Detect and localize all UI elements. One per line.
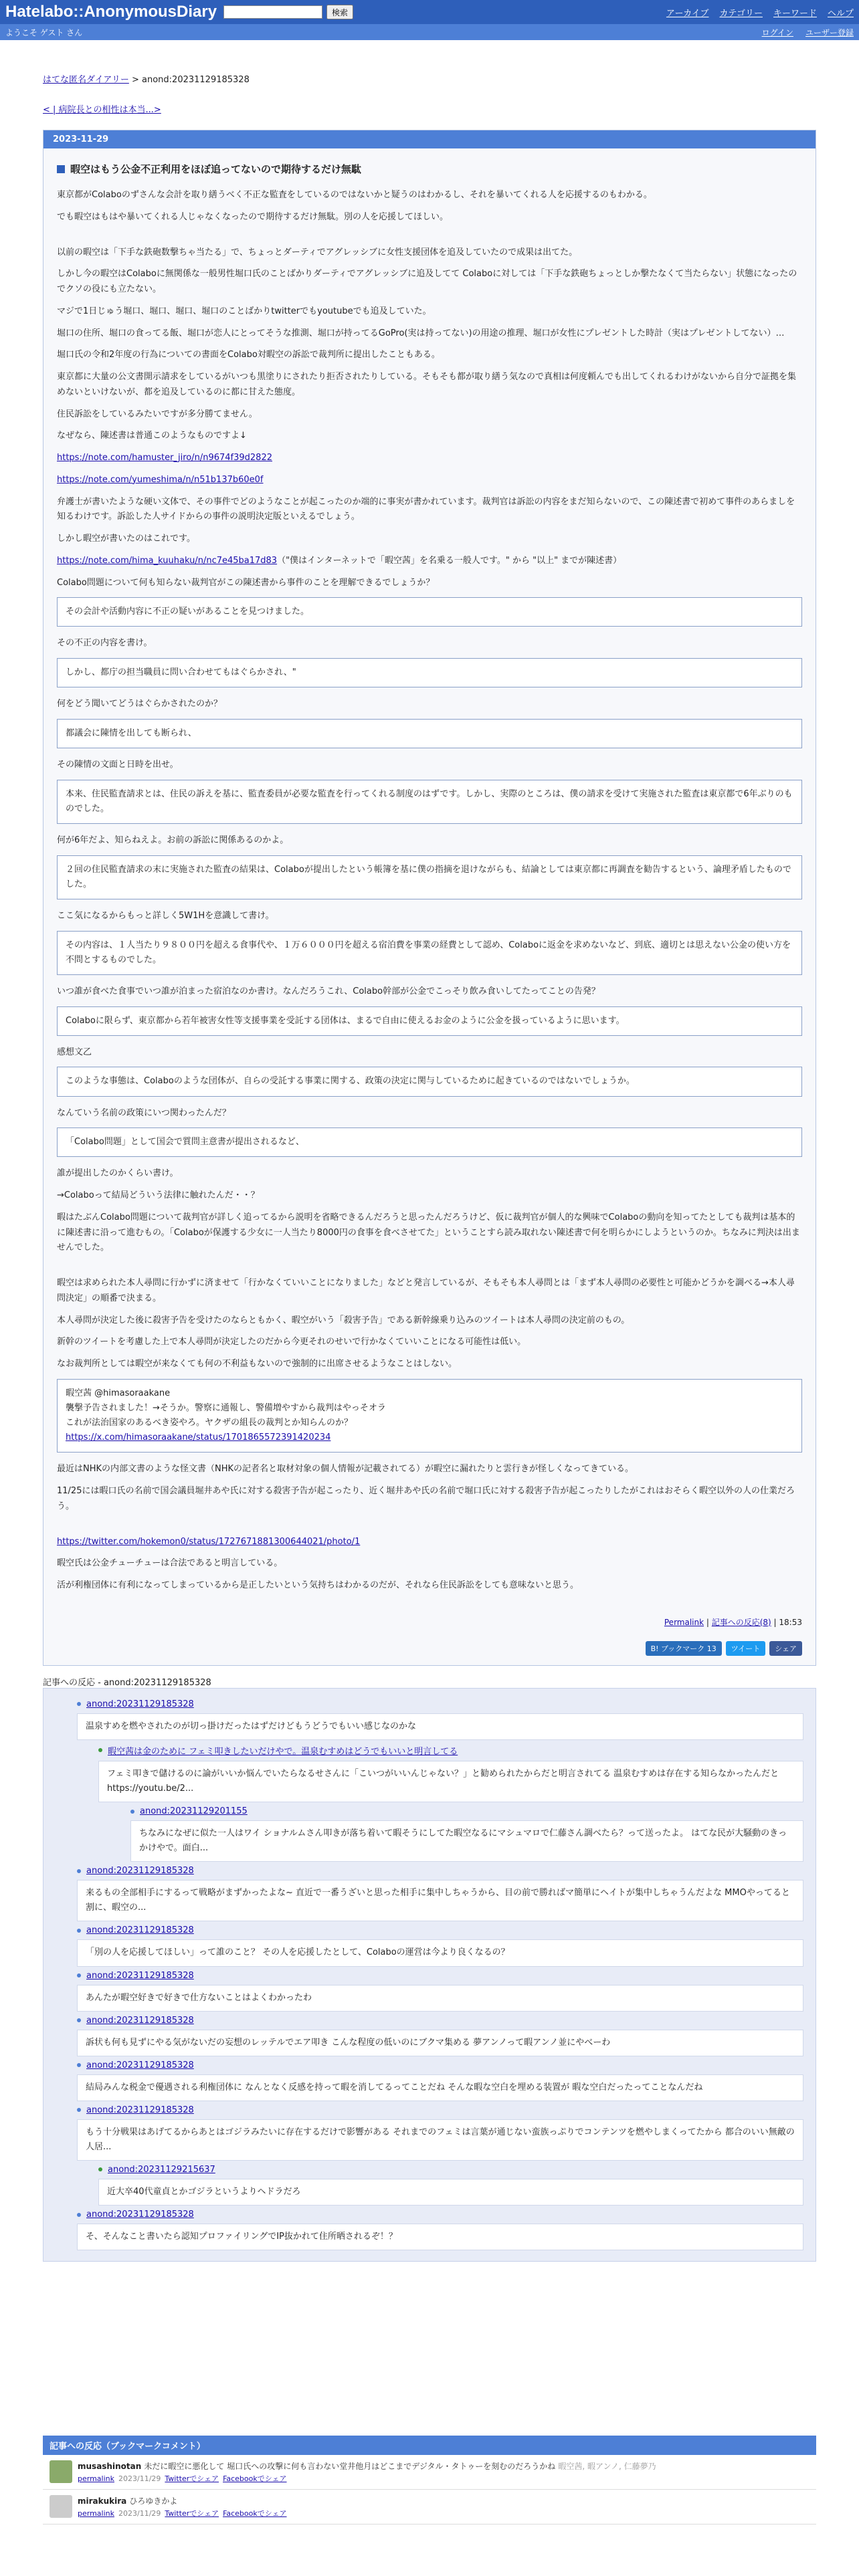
register-link[interactable]: ユーザー登録 [805, 27, 854, 37]
reaction-item [98, 1744, 803, 1802]
nav-keyword[interactable]: キーワード [773, 8, 817, 19]
reaction-link[interactable]: anond:20231129185328 [86, 2060, 194, 2070]
paragraph: 以前の暇空は「下手な鉄砲数撃ちゃ当たる」で、ちょっとダーティでアグレッシブに女性支援団体を追及していたので成果は出てた。 [57, 247, 578, 257]
paragraph: ここ気になるからもっと詳しく5W1Hを意識して書け。 [57, 910, 274, 921]
note-link-1[interactable]: https://note.com/hamuster_jiro/n/n9674f39d2822 [57, 453, 272, 463]
bookmark-tags: 暇空茜, 暇アンノ, 仁藤夢乃 [558, 2462, 656, 2472]
paragraph: 堀口の住所、堀口の食ってる飯、堀口が恋人にとってそうな推測、堀口が持ってるGoPro(実は持ってない)の用途の推理、堀口が女性にプレゼントした時計（実はプレゼントしてない）… [57, 328, 785, 338]
bookmark-comments-title: 記事への反応（ブックマークコメント） [43, 2436, 816, 2455]
paragraph: 本人尋問が決定した後に殺害予告を受けたのならともかく、暇空がいう「殺害予告」である新幹線乗り込みのツイートは本人尋問の決定前のもの。 [57, 1315, 630, 1325]
quote-box: Colaboに限らず、東京都から若年被害女性等支援事業を受託する団体は、まるで自由に使えるお金のように公金を扱っているように思います。 [57, 1006, 802, 1036]
nav-archive[interactable]: アーカイブ [666, 8, 709, 19]
reaction-item [77, 2060, 803, 2101]
main-content [0, 72, 859, 2525]
paragraph: いつ誰が食べた食事でいつ誰が泊まった宿泊なのか書け。なんだろうこれ、Colabo幹部が公金でこっそり飲み食いしてたってことの告発？ [57, 986, 600, 996]
quote-box: しかし、都庁の担当職員に問い合わせてもはぐらかされ、" [57, 658, 802, 687]
search-input[interactable] [223, 5, 322, 19]
reaction-link[interactable]: anond:20231129185328 [86, 1925, 194, 1936]
hatena-bookmark-button[interactable]: B! ブックマーク 13 [646, 1641, 722, 1656]
reaction-link[interactable]: anond:20231129185328 [86, 1699, 194, 1709]
reaction-link[interactable]: anond:20231129185328 [86, 2015, 194, 2026]
paragraph: なお裁判所としては暇空が来なくても何の不利益もないので強制的に出席させるようなことはしない。 [57, 1359, 458, 1370]
tweet-line: 襲撃予告されました！→そうか。警察に通報し、警備増やすから裁判はやっそオラ [66, 1402, 386, 1413]
reaction-text: ちなみになぜに似た一人はワイ ショナルムさん叩きが落ち着いて暇そうにしてた暇空なるにマシュマロで仁藤さん調べたら？って送ったよ。 はてな民が大騒動のきっかけやで。面白... [130, 1820, 803, 1862]
reaction-link[interactable]: anond:20231129185328 [86, 1970, 194, 1981]
reaction-item [77, 1866, 803, 1921]
bookmark-comment: ひろゆきかよ [129, 2496, 178, 2506]
share-buttons [57, 1641, 802, 1656]
sub-bar [0, 24, 859, 40]
diary-entry [43, 130, 816, 1666]
quote-box: その内容は、１人当たり９８００円を超える食事代や、１万６０００円を超える宿泊費を事業の経費として認め、Colaboに返金を求めないなど、到底、適切とは思えない公金の使い方を不問とするものでした。 [57, 931, 802, 975]
reaction-text: 近大卒40代童貞とかゴジラというよりヘドラだろ [98, 2179, 803, 2206]
paragraph: その陳情の文面と日時を出せ。 [57, 760, 179, 770]
paragraph: 何をどう聞いてどうはぐらかされたのか？ [57, 699, 223, 710]
breadcrumb [43, 72, 816, 85]
bookmark-user[interactable]: mirakukira [78, 2496, 127, 2506]
quote-box: このような事態は、Colaboのような団体が、自らの受託する事業に関する、政策の決定に関与しているために起きているのではないでしょうか。 [57, 1067, 802, 1096]
reaction-text: そ、そんなこと書いたら認知プロファイリングでIP抜かれて住所晒されるぞ！？ [77, 2224, 803, 2250]
reaction-item [77, 2210, 803, 2250]
bookmark-facebook-share[interactable]: Facebookでシェア [223, 2509, 287, 2518]
reaction-text: フェミ叩きで儲けるのに論がいいか悩んでいたらなるせさんに「こいつがいいんじゃない？」と勧められたからだと明言されてる 温泉むすめは存在する知らなかったんだと https://youtu.be/2... [98, 1761, 803, 1802]
bullet-icon [77, 2063, 81, 2067]
paragraph: その不正の内容を書け。 [57, 638, 153, 649]
bullet-icon [77, 2018, 81, 2022]
reaction-text: 温泉すめを燃やされたのが切っ掛けだったはずだけどもうどうでもいい感じなのかな [77, 1713, 803, 1740]
quote-box: その会計や活動内容に不正の疑いがあることを見つけました。 [57, 597, 802, 627]
reaction-link[interactable]: anond:20231129215637 [108, 2164, 215, 2175]
top-nav [666, 6, 854, 19]
paragraph: なぜなら、陳述書は普通このようなものですよ↓ [57, 431, 247, 441]
entry-title [57, 162, 802, 176]
paragraph: 暇空氏は公金チューチューは合法であると明言している。 [57, 1558, 283, 1569]
tweet-author: 暇空茜 @himasoraakane [66, 1388, 171, 1398]
paragraph: 東京都がColaboのずさんな会計を取り繕うべく不正な監査をしているのではないかと疑うのはわかるし、それを暴いてくれる人を応援するのもわかる。 [57, 190, 652, 200]
bookmark-permalink[interactable]: permalink [78, 2474, 114, 2484]
bookmark-user[interactable]: musashinotan [78, 2462, 142, 2472]
entry-body [43, 148, 816, 1665]
nav-help[interactable]: ヘルプ [827, 8, 854, 19]
link-caption: （"僕はインターネットで「暇空茜」を名乗る一般人です。" から "以上" までが陳述書） [277, 555, 622, 566]
bookmark-row [43, 2455, 816, 2490]
reaction-item [77, 1925, 803, 1966]
paragraph: 堀口氏の令和2年度の行為についての書面をColabo対暇空の訴訟で裁判所に提出したこともある。 [57, 350, 440, 360]
bullet-icon [77, 1973, 81, 1977]
bullet-icon [77, 1929, 81, 1933]
paragraph: でも暇空はもはや暴いてくれる人じゃなくなったので期待するだけ無駄。別の人を応援してほしい。 [57, 211, 449, 222]
entry-footer: Permalink | 記事への反応(8) | 18:53 [664, 1617, 802, 1627]
permalink[interactable]: Permalink [664, 1617, 704, 1627]
reaction-item [130, 1806, 803, 1862]
reaction-item [77, 1971, 803, 2012]
reactions-title: 記事への反応 - anond:20231129185328 [43, 1677, 211, 1688]
paragraph: 新幹のツイートを考慮した上で本人尋問が決定したのだから今更それのせいで行かなくていいことになる可能性は低い。 [57, 1337, 527, 1348]
login-link[interactable]: ログイン [761, 27, 793, 37]
paragraph: なんていう名前の政策にいつ関わったんだ？ [57, 1107, 231, 1118]
paragraph: →Colaboって結局どういう法律に触れたんだ・・？ [57, 1190, 260, 1201]
entry-title-text: 暇空はもう公金不正利用をほぼ追ってないので期待するだけ無駄 [70, 163, 362, 175]
quote-box: ２回の住民監査請求の末に実施された監査の結果は、Colaboが提出したという帳簿を基に僕の指摘を退けながらも、結論としては東京都に再調査を勧告するという、論理矛盾したものでした。 [57, 855, 802, 899]
reaction-text: 結局みんな税金で優遇される利権団体に なんとなく反感を持って暇を消してるってことだね そんな暇な空白を埋める装置が 暇な空白だったってことなんだね [77, 2074, 803, 2101]
reaction-text: 訴状も何も見ずにやる気がないだの妄想のレッテルでエア叩き こんな程度の低いのにブクマ集める 夢アンノって暇アンノ並にやべーわ [77, 2030, 803, 2056]
reactions-link[interactable]: 記事への反応(8) [711, 1617, 771, 1627]
avatar[interactable] [50, 2460, 72, 2483]
welcome-text: ようこそ ゲスト さん [5, 27, 83, 37]
tweet-line: これが法治国家のあるべき姿やろ。ヤクザの組長の裁判とか知らんのか？ [66, 1418, 353, 1428]
bookmark-permalink[interactable]: permalink [78, 2509, 114, 2518]
bookmark-comment: 未だに暇空に悪化して 堀口氏への攻撃に何も言わない堂井他月はどこまでデジタル・タトゥーを刻むのだろうかね [144, 2462, 556, 2472]
bullet-icon [77, 1869, 81, 1873]
bullet-icon [77, 2108, 81, 2112]
tweet-quote-box [57, 1379, 802, 1453]
bullet-icon [98, 1748, 102, 1752]
search-button[interactable]: 検索 [326, 5, 353, 19]
paragraph: マジで1日じゅう堀口、堀口、堀口、堀口のことばかりtwitterでもyoutubeでも追及していた。 [57, 306, 432, 316]
top-bar [0, 0, 859, 24]
bookmark-date: 2023/11/29 [118, 2509, 161, 2518]
paragraph: 誰が提出したのかくらい書け。 [57, 1168, 179, 1179]
breadcrumb-current: anond:20231129185328 [142, 75, 250, 85]
reaction-item [77, 2105, 803, 2161]
facebook-share-button[interactable]: シェア [769, 1641, 802, 1656]
paragraph: 活が利権団体に有利になってしまっているから是正したいという気持ちはわかるのだが、それなら住民訴訟をしても意味ないと思う。 [57, 1580, 579, 1590]
bullet-icon [130, 1810, 134, 1814]
reaction-link[interactable]: anond:20231129185328 [86, 2210, 194, 2220]
nav-category[interactable]: カテゴリー [719, 8, 763, 19]
tweet-button[interactable]: ツイート [726, 1641, 765, 1656]
avatar[interactable] [50, 2495, 72, 2518]
reaction-item [98, 2165, 803, 2206]
prev-entry-link[interactable]: < | 病院長との相性は本当...> [43, 105, 161, 115]
quote-box: 都議会に陳情を出しても断られ、 [57, 719, 802, 748]
title-square-icon [57, 165, 65, 173]
reaction-text: あんたが暇空好きで好きで仕方ないことはよくわかったわ [77, 1985, 803, 2012]
bookmark-date: 2023/11/29 [118, 2474, 161, 2484]
tweet-link[interactable]: https://x.com/himasoraakane/status/1701865572391420234 [66, 1432, 331, 1443]
paragraph: 暇空は求められた本人尋問に行かずに済ませて「行かなくていいことになりました」などと発言しているが、そもそも本人尋問とは「まず本人尋問の必要性と可能かどうかを調べる→本人尋問決定」の順番で決まる。 [57, 1278, 795, 1303]
reaction-text: 来るもの全部相手にするって戦略がまずかったよな~ 直近で一番うざいと思った相手に集中しちゃうから、目の前で勝ればマ簡単にヘイトが集中しちゃうんだよな MMOやってると割に、暇空の... [77, 1880, 803, 1921]
note-link-2[interactable]: https://note.com/yumeshima/n/n51b137b60e0f [57, 474, 264, 485]
bullet-icon [77, 2213, 81, 2217]
reaction-link[interactable]: anond:20231129185328 [86, 1866, 194, 1876]
reaction-link[interactable]: anond:20231129185328 [86, 2105, 194, 2115]
paragraph: 住民訴訟をしているみたいですが多分勝てません。 [57, 409, 258, 419]
bookmark-facebook-share[interactable]: Facebookでシェア [223, 2474, 287, 2484]
paragraph: しかし暇空が書いたのはこれです。 [57, 534, 195, 544]
bookmark-comments [43, 2436, 816, 2525]
reaction-text: 「別の人を応援してほしい」って誰のこと？ その人を応援したとして、Colaboの運営は今より良くなるの？ [77, 1939, 803, 1966]
paragraph: 弁護士が書いたような硬い文体で、その事件でどのようなことが起こったのか端的に事実が書かれています。裁判官は訴訟の内容をまだ知らないので、この陳述書で初めて事件のあらましを知るわけです。訴訟した人サイドからの事件の説明決定版といえるでしょう。 [57, 496, 795, 522]
breadcrumb-site-link[interactable]: はてな匿名ダイアリー [43, 75, 129, 85]
paragraph: 最近はNHKの内部文書のような怪文書（NHKの記者名と取材対象の個人情報が記載されてる）が暇空に漏れたりと雲行きが怪しくなってきている。 [57, 1464, 634, 1475]
breadcrumb-separator: > [128, 75, 142, 85]
quote-box: 「Colabo問題」として国会で質問主意書が提出されるなど、 [57, 1128, 802, 1157]
reaction-text: もう十分戦果はあげてるからあとはゴジラみたいに存在するだけで影響がある それまでのフェミは言葉が通じない蛮族っぷりでコンテンツを燃やしまくってたから 都合のいい無敵の人居... [77, 2119, 803, 2161]
entry-time: 18:53 [779, 1617, 802, 1627]
paragraph: 東京都に大量の公文書開示請求をしているがいつも黒塗りにされたり拒否されたりしている。そもそも都が取り繕う気なので真相は何度頼んでも出してくれるわけがないから自分で証拠を集めないといけないが、都を追及しているのに都に甘えた態度。 [57, 372, 797, 397]
reaction-item [77, 2016, 803, 2056]
reaction-link[interactable]: anond:20231129201155 [140, 1806, 248, 1817]
bookmark-twitter-share[interactable]: Twitterでシェア [165, 2474, 219, 2484]
reactions-panel [43, 1688, 816, 2262]
paragraph: 11/25には暇口氏の名前で国会議員堀井あや氏に対する殺害予告が起こったり、近く堀井あや氏の名前で堀口氏に対する殺害予告が起こったりしたがこれはおそらく暇空以外の人の仕業だろう。 [57, 1486, 795, 1511]
reaction-link[interactable]: 暇空茜は金のために フェミ叩きしたいだけやで。温泉むすめはどうでもいいと明言してる [108, 1746, 458, 1757]
paragraph: Colabo問題について何も知らない裁判官がこの陳述書から事件のことを理解できるでしょうか？ [57, 577, 435, 588]
paragraph: 何が6年だよ、知らねえよ。お前の訴訟に関係あるのかよ。 [57, 835, 289, 845]
bookmark-row [43, 2490, 816, 2525]
bullet-icon [77, 1702, 81, 1706]
paragraph: 暇はたぶんColabo問題について裁判官が詳しく追ってるから説明を省略できるんだろうと思ったんだろうけど、仮に裁判官が個人的な興味でColaboの動向を知ってたとしても裁判は基本的に陳述書に沿って進むもの。「Colaboが保護する少女に一人当たり8000円の食事を食べさせてた」ということすら読み取れない陳述書で何を明らかにしようというのか。ちなみに判決は出ませんでした。 [57, 1212, 800, 1253]
quote-box: 本来、住民監査請求とは、住民の訴えを基に、監査委員が必要な監査を行ってくれる制度のはずです。しかし、実際のところは、僕の請求を受けて実施された監査は東京都で6年ぶりのものでした。 [57, 780, 802, 824]
note-link-3[interactable]: https://note.com/hima_kuuhaku/n/nc7e45ba17d83 [57, 555, 278, 566]
bullet-icon [98, 2167, 102, 2171]
site-logo[interactable]: Hatelabo::AnonymousDiary [5, 3, 217, 21]
reaction-item [77, 1699, 803, 1740]
twitter-photo-link[interactable]: https://twitter.com/hokemon0/status/1727671881300644021/photo/1 [57, 1536, 361, 1547]
paragraph: しかし今の暇空はColaboに無関係な一般男性堀口氏のことばかりダーティでアグレッシブに追及してて Colaboに対しては「下手な鉄砲ちょっとしか撃たなくて当たらない」状態になったのでクソの役にも立たない。 [57, 269, 797, 294]
bookmark-twitter-share[interactable]: Twitterでシェア [165, 2509, 219, 2518]
entry-date: 2023-11-29 [43, 130, 816, 148]
prev-next-nav [43, 102, 816, 115]
paragraph: 感想文乙 [57, 1047, 92, 1057]
